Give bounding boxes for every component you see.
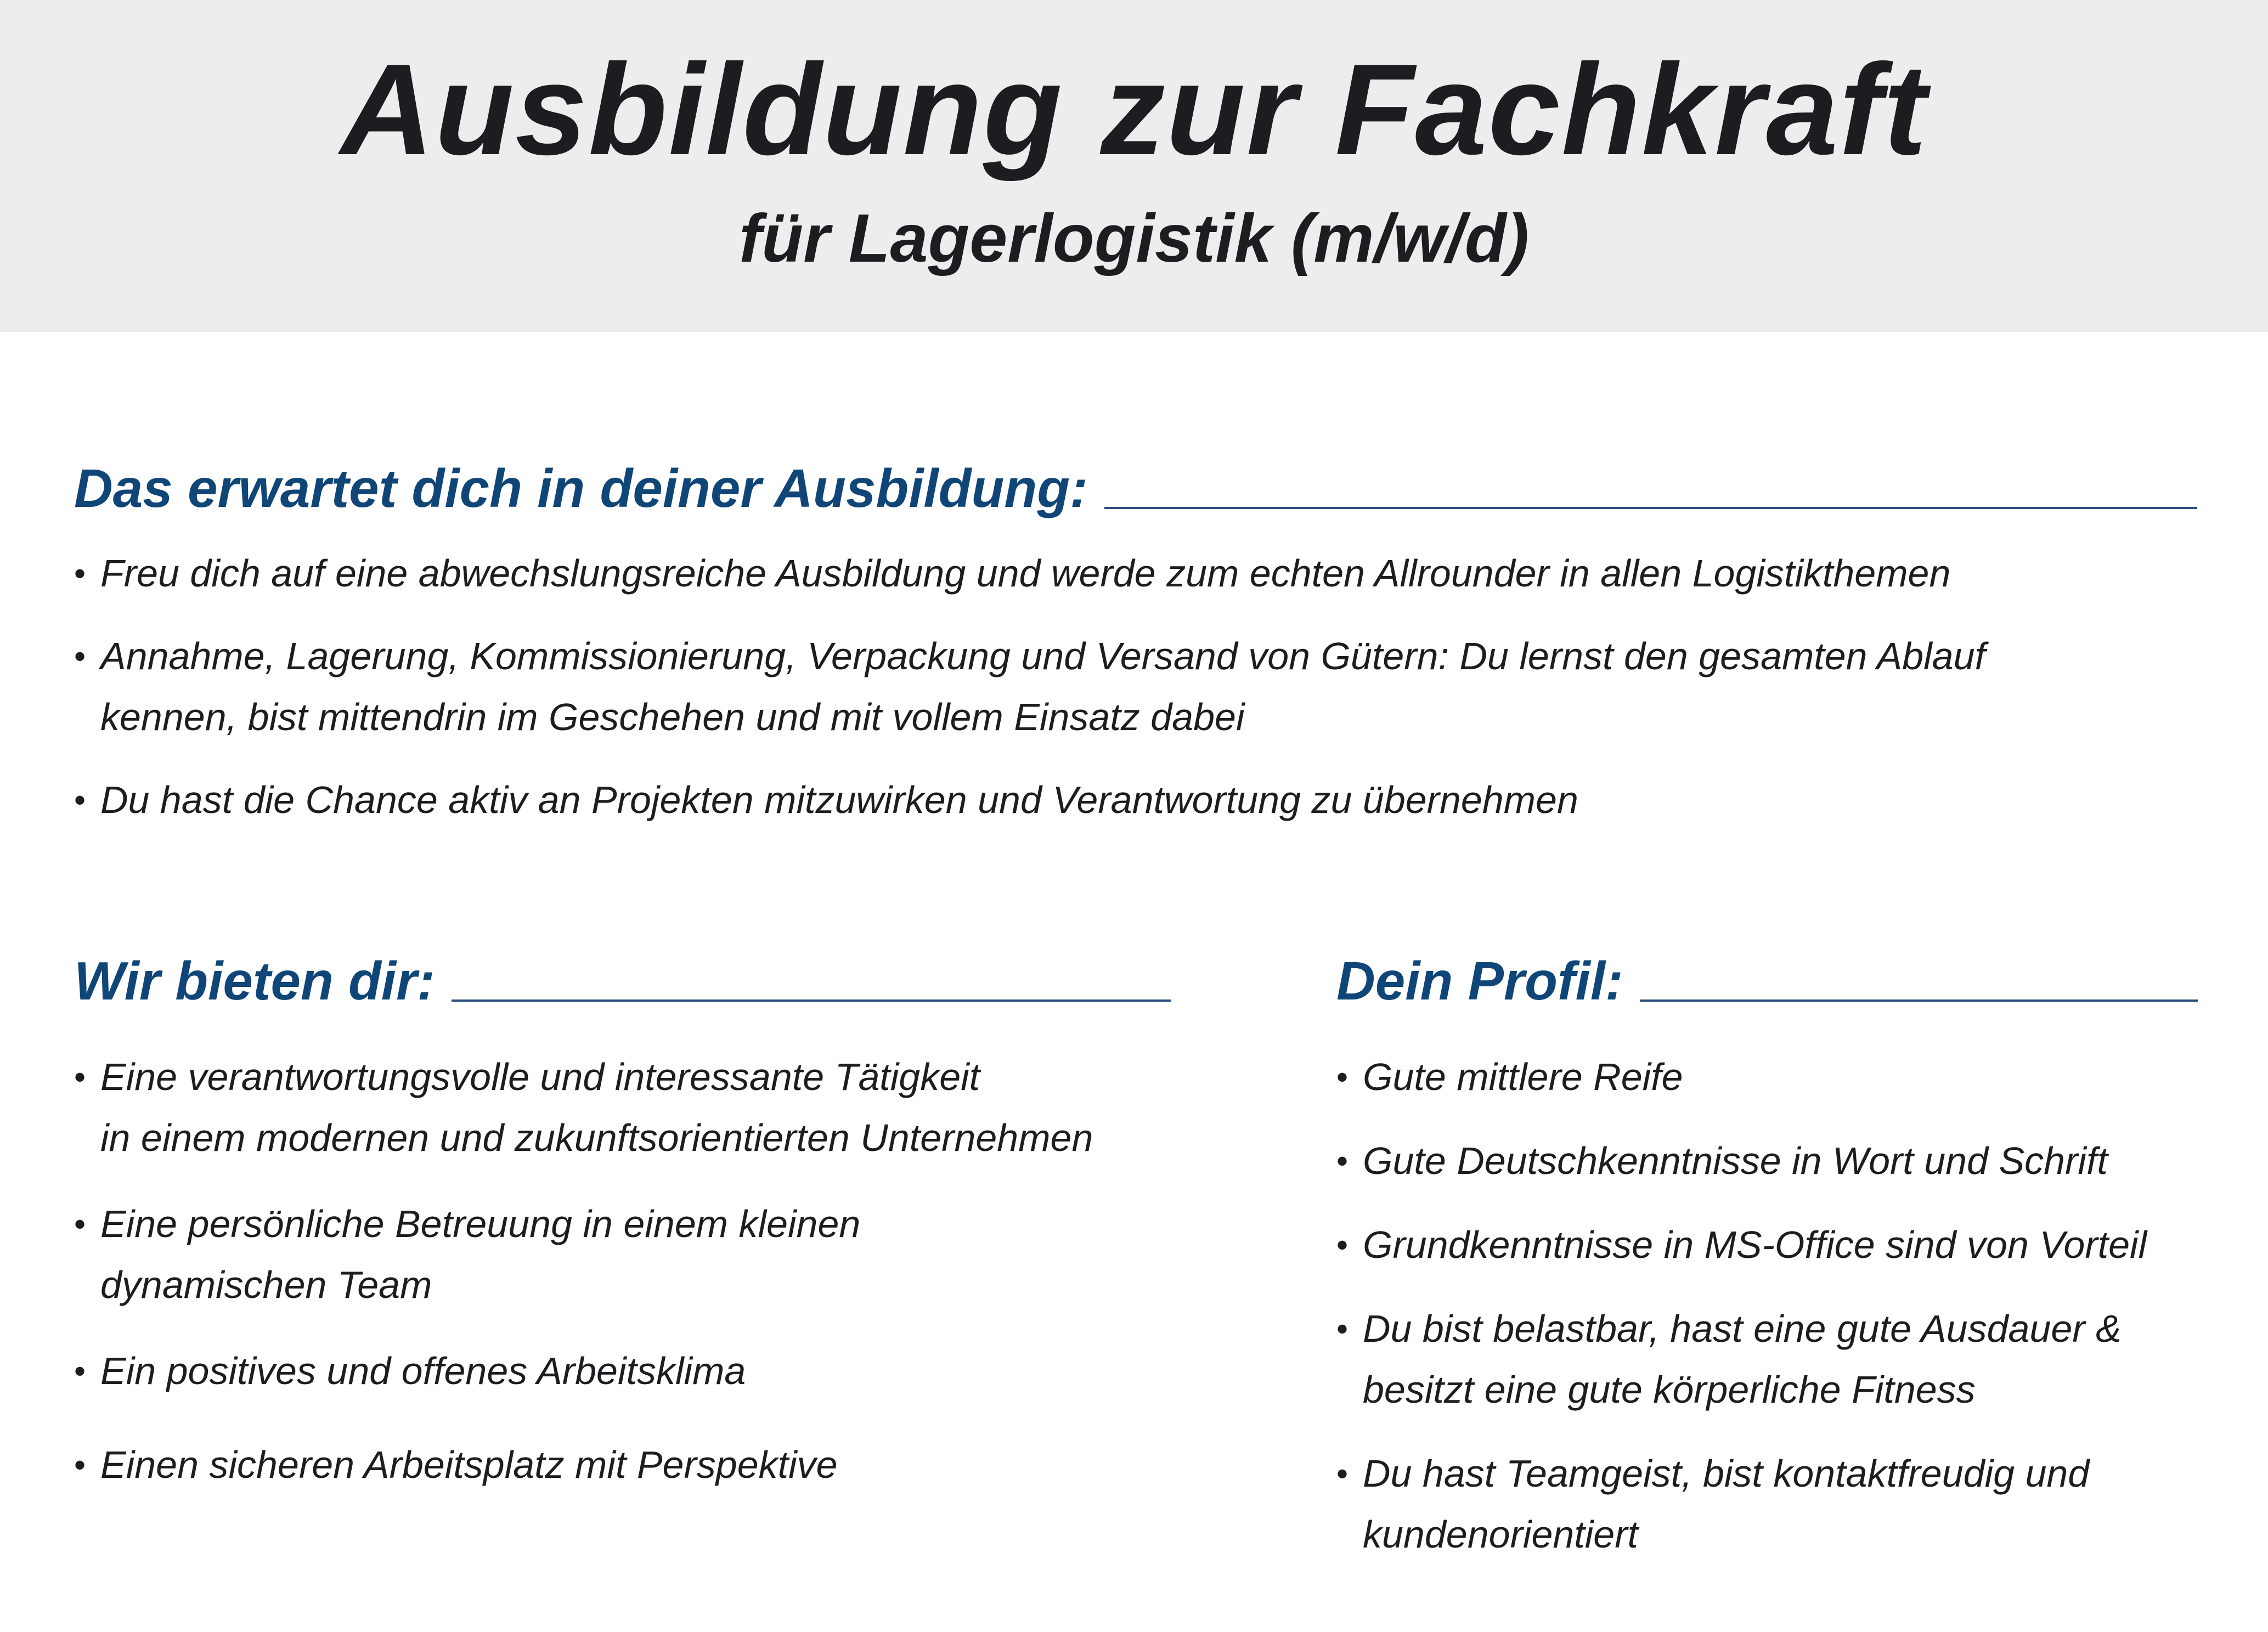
- list-item: [1336, 1215, 2198, 1275]
- section-divider-line: [1104, 507, 2197, 509]
- list-item-text: Grundkenntnisse in MS-Office sind von Vorteil: [1363, 1223, 2147, 1266]
- list-item-text: Freu dich auf eine abwechslungsreiche Ausbildung und werde zum echten Allrounder in allen Logistikthemen: [100, 552, 1951, 595]
- list-item: [1336, 1131, 2198, 1191]
- expectations-list: [74, 543, 2197, 831]
- list-item-text: Eine persönliche Betreuung in einem kleinen: [100, 1202, 861, 1245]
- list-item: [1336, 1047, 2198, 1108]
- bullet-icon: •: [74, 1353, 86, 1390]
- list-item-text: kundenorientiert: [1363, 1513, 1638, 1556]
- list-item-text: Gute Deutschkenntnisse in Wort und Schrift: [1363, 1139, 2108, 1182]
- bullet-icon: •: [74, 782, 86, 818]
- page-title: Ausbildung zur Fachkraft: [340, 37, 1928, 182]
- list-item: [74, 626, 2197, 748]
- list-item-text: Du hast die Chance aktiv an Projekten mitzuwirken und Verantwortung zu übernehmen: [100, 778, 1578, 821]
- list-item: [74, 1341, 1171, 1402]
- list-item-text: Du hast Teamgeist, bist kontaktfreudig und: [1363, 1452, 2090, 1495]
- bullet-icon: •: [74, 1206, 86, 1243]
- list-item-text: Ein positives und offenes Arbeitsklima: [100, 1349, 746, 1392]
- bullet-icon: •: [1336, 1143, 1349, 1179]
- list-item-text: Eine verantwortungsvolle und interessante Tätigkeit: [100, 1055, 980, 1098]
- section-header: [74, 942, 1171, 1014]
- section-header: [74, 450, 2197, 521]
- section-expectations: [74, 450, 2197, 852]
- list-item-text: Annahme, Lagerung, Kommissionierung, Verpackung und Versand von Gütern: Du lernst den gesamten Ablauf: [100, 635, 1985, 677]
- section-divider-line: [452, 999, 1171, 1002]
- section-title-expectations: Das erwartet dich in deiner Ausbildung:: [74, 458, 1088, 518]
- profile-list: [1336, 1047, 2198, 1565]
- bullet-icon: •: [74, 638, 86, 675]
- section-title-profile: Dein Profil:: [1336, 951, 1623, 1011]
- section-title-offer: Wir bieten dir:: [74, 951, 435, 1011]
- bullet-icon: •: [1336, 1455, 1349, 1492]
- bullet-icon: •: [1336, 1059, 1349, 1095]
- list-item: [1336, 1443, 2198, 1565]
- list-item-text: kennen, bist mittendrin im Geschehen und mit vollem Einsatz dabei: [100, 696, 1245, 738]
- section-divider-line: [1640, 999, 2198, 1002]
- list-item: [74, 1047, 1171, 1168]
- list-item: [1336, 1298, 2198, 1420]
- list-item: [74, 1194, 1171, 1315]
- section-header: [1336, 942, 2198, 1014]
- section-offer: [74, 942, 1171, 1528]
- list-item-text: dynamischen Team: [100, 1263, 432, 1306]
- list-item-text: in einem modernen und zukunftsorientierten Unternehmen: [100, 1116, 1093, 1159]
- list-item: [74, 543, 2197, 604]
- list-item: [74, 770, 2197, 831]
- page-subtitle: für Lagerlogistik (m/w/d): [739, 201, 1529, 276]
- list-item-text: Du bist belastbar, hast eine gute Ausdauer &: [1363, 1307, 2122, 1350]
- bullet-icon: •: [74, 1447, 86, 1483]
- bullet-icon: •: [74, 1059, 86, 1095]
- list-item-text: Gute mittlere Reife: [1363, 1055, 1683, 1098]
- bullet-icon: •: [1336, 1227, 1349, 1263]
- offer-list: [74, 1047, 1171, 1495]
- section-profile: [1336, 942, 2198, 1588]
- bullet-icon: •: [1336, 1311, 1349, 1347]
- list-item: [74, 1435, 1171, 1495]
- list-item-text: Einen sicheren Arbeitsplatz mit Perspektive: [100, 1443, 838, 1486]
- list-item-text: besitzt eine gute körperliche Fitness: [1363, 1368, 1976, 1411]
- header-banner: [0, 0, 2268, 332]
- bullet-icon: •: [74, 555, 86, 592]
